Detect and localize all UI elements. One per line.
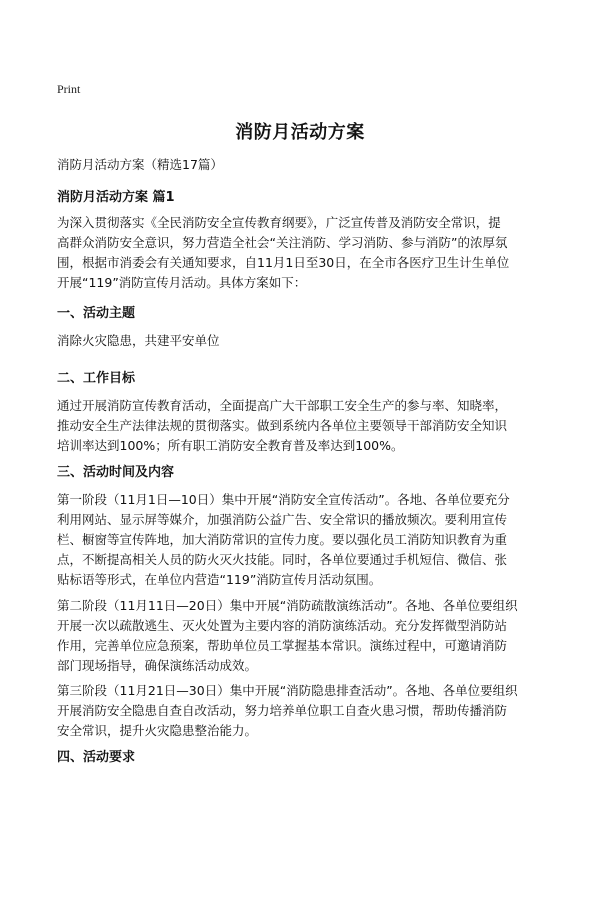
text-line: 围，根据市消委会有关通知要求，自11月1日至30日，在全市各医疗卫生计生单位 [57, 255, 510, 270]
text-line: 消除火灾隐患，共建平安单位 [57, 333, 220, 348]
text-line: 栏、橱窗等宣传阵地，加大消防常识的宣传力度。要以强化员工消防知识教育为重 [57, 532, 508, 547]
text-line: 培训率达到100%；所有职工消防安全教育普及率达到100%。 [57, 438, 404, 453]
intro-paragraph [57, 213, 547, 293]
theme-paragraph [57, 331, 547, 351]
text-line: 贴标语等形式，在单位内营造“119”消防宣传月活动氛围。 [57, 572, 382, 587]
text-line: 推动安全生产法律法规的贯彻落实。做到系统内各单位主要领导干部消防安全知识 [57, 418, 508, 433]
page-title: 消防月活动方案 [235, 122, 365, 143]
text-line: 第三阶段（11月21日—30日）集中开展“消防隐患排查活动”。各地、各单位要组织 [57, 683, 518, 698]
section-heading-goals: 二、工作目标 [57, 371, 136, 386]
goals-paragraph [57, 396, 547, 456]
section-heading-theme: 一、活动主题 [57, 306, 136, 321]
text-line: 开展一次以疏散逃生、灭火处置为主要内容的消防演练活动。充分发挥微型消防站 [57, 618, 508, 633]
text-line: 高群众消防安全意识，努力营造全社会“关注消防、学习消防、参与消防”的浓厚氛 [57, 235, 508, 250]
text-line: 开展消防安全隐患自查自改活动，努力培养单位职工自查火患习惯，帮助传播消防 [57, 703, 508, 718]
phase2-paragraph [57, 596, 547, 676]
text-line: 部门现场指导，确保演练活动成效。 [57, 658, 258, 673]
text-line: 作用，完善单位应急预案，帮助单位员工掌握基本常识。演练过程中，可邀请消防 [57, 638, 508, 653]
section-heading-requirements: 四、活动要求 [57, 750, 136, 765]
text-line: 安全常识，提升火灾隐患整治能力。 [57, 723, 258, 738]
text-line: 为深入贯彻落实《全民消防安全宣传教育纲要》，广泛宣传普及消防安全常识，提 [57, 215, 501, 230]
text-line: 通过开展消防宣传教育活动，全面提高广大干部职工安全生产的参与率、知晓率， [57, 398, 508, 413]
document-subtitle: 消防月活动方案（精选17篇） [57, 157, 223, 172]
article-heading: 消防月活动方案 篇1 [57, 190, 175, 205]
text-line: 第二阶段（11月11日—20日）集中开展“消防疏散演练活动”。各地、各单位要组织 [57, 598, 518, 613]
text-line: 利用网站、显示屏等媒介，加强消防公益广告、安全常识的播放频次。要利用宣传 [57, 512, 508, 527]
print-link[interactable]: Print [57, 82, 81, 96]
text-line: 开展“119”消防宣传月活动。具体方案如下： [57, 275, 307, 290]
text-line: 第一阶段（11月1日—10日）集中开展“消防安全宣传活动”。各地、各单位要充分 [57, 492, 510, 507]
phase1-paragraph [57, 490, 547, 590]
text-line: 点，不断提高相关人员的防火灭火技能。同时，各单位要通过手机短信、微信、张 [57, 552, 508, 567]
phase3-paragraph [57, 681, 547, 741]
section-heading-schedule: 三、活动时间及内容 [57, 465, 175, 480]
